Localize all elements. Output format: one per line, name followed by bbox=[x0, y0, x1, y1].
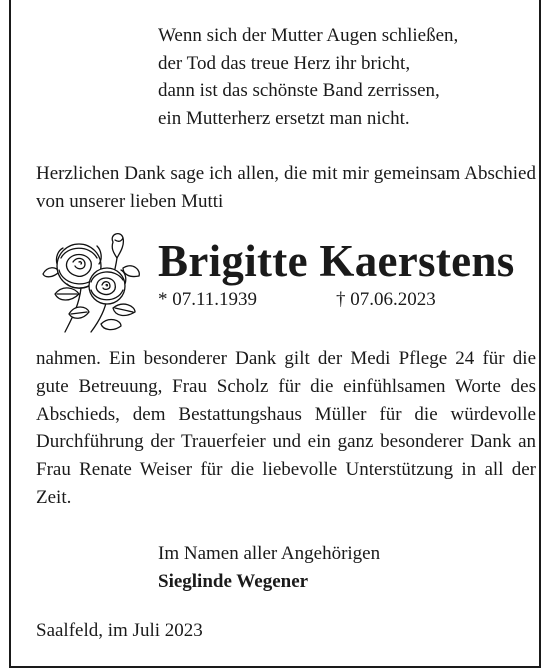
birth-date: * 07.11.1939 bbox=[158, 289, 258, 310]
death-date: † 07.06.2023 bbox=[336, 289, 436, 310]
poem-line: ein Mutterherz ersetzt man nicht. bbox=[158, 107, 410, 129]
notice-frame bbox=[9, 0, 541, 668]
thanks-text: nahmen. Ein besonderer Dank gilt der Medi Pflege 24 für die gute Betreuung, Frau Scholz für die einfühlsamen Worte des Abschieds, dem Bestattungshaus Müller für die würdevolle Durchführung der Trauerfeier und ein ganz besonderer Dank an Frau Renate Weiser für die liebevolle Unterstützung in all der Zeit. bbox=[36, 348, 536, 508]
signer-name: Sieglinde Wegener bbox=[158, 570, 309, 592]
poem-line: dann ist das schönste Band zerrissen, bbox=[158, 80, 440, 101]
roses-icon bbox=[41, 228, 143, 334]
poem bbox=[158, 22, 458, 132]
place-date: Saalfeld, im Juli 2023 bbox=[36, 620, 203, 641]
poem-line: der Tod das treue Herz ihr bricht, bbox=[158, 52, 411, 74]
signature-block bbox=[158, 540, 380, 595]
intro-text: Herzlichen Dank sage ich allen, die mit mir gemeinsam Abschied von unserer lieben Mutti bbox=[36, 163, 536, 212]
poem-line: Wenn sich der Mutter Augen schließen, bbox=[158, 25, 459, 46]
signature-preface: Im Namen aller Angehörigen bbox=[158, 543, 381, 564]
deceased-name: Brigitte Kaerstens bbox=[158, 236, 515, 286]
